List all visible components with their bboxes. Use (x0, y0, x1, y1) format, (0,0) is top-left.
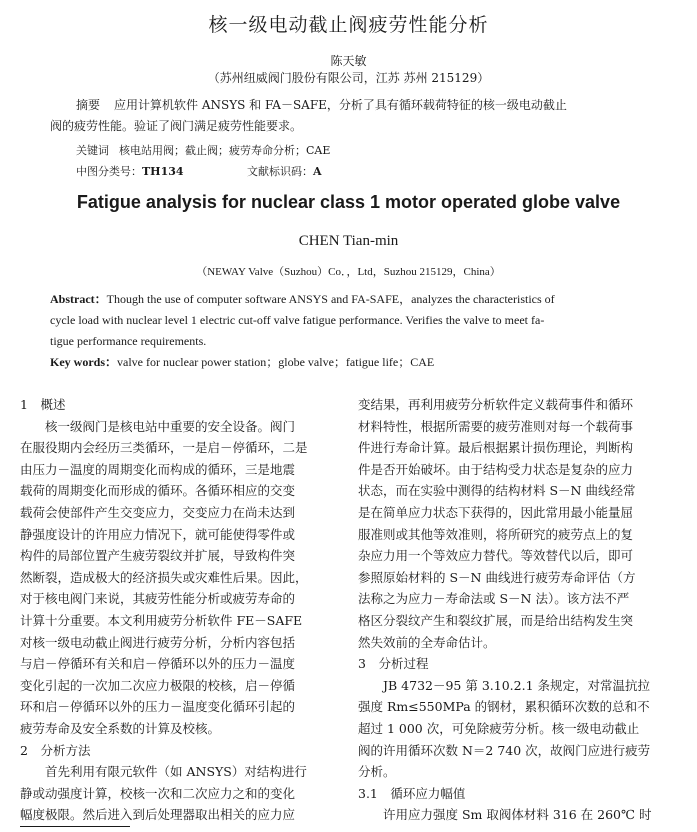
classification-cn (76, 161, 322, 182)
paper-title-cn: 核一级电动截止阀疲劳性能分析 (208, 14, 489, 36)
body-line: 幅度极限。然后进入到后处理器取出相关的应力应 (20, 807, 296, 823)
body-line: 对核一级电动截止阀进行疲劳分析，分析内容包括 (20, 634, 296, 650)
body-line: 环和启－停循环以外的压力－温度变化循环引起的 (20, 699, 296, 715)
body-line: 然失效前的全寿命估计。 (358, 634, 496, 650)
doc-label: 文献标识码： (247, 165, 314, 178)
section-heading-2: 2 分析方法 (20, 742, 91, 758)
body-line: 与启－停循环有关和启－停循环以外的压力－温度 (20, 656, 296, 672)
affiliation-en: （NEWAY Valve（Suzhou）Co．，Ltd，Suzhou 215129，China） (196, 266, 501, 278)
keywords-cn-label: 关键词 (76, 144, 109, 157)
keywords-en-label: Key words： (50, 355, 117, 369)
body-line: 疲劳寿命及安全系数的计算及校核。 (20, 720, 221, 736)
abstract-cn-label: 摘要 (76, 98, 101, 112)
body-line: 在服役期内会经历三类循环，一是启－停循环，二是 (20, 440, 308, 456)
left-column (20, 394, 338, 826)
abstract-en-line1 (50, 289, 555, 310)
body-line: 参照原始材料的 S－N 曲线进行疲劳寿命评估（方 (358, 569, 636, 585)
body-line: 强度 Rm≤550MPa 的钢材，累积循环次数的总和不 (358, 699, 650, 715)
abstract-en-line3: tigue performance requirements. (50, 334, 207, 348)
body-line: 材料特性，根据所需要的疲劳准则对每一个载荷事 (358, 418, 634, 434)
paper-title-en: Fatigue analysis for nuclear class 1 motor operated globe valve (76, 192, 621, 212)
subsection-heading-3-1: 3.1 循环应力幅值 (358, 785, 466, 801)
body-line: 件是否开始破坏。由于结构受力状态是复杂的应力 (358, 461, 634, 477)
body-line: 首先利用有限元软件（如 ANSYS）对结构进行 (20, 764, 307, 780)
body-line: 变化引起的一次加二次应力极限的校核，启－停循 (20, 677, 296, 693)
author-en: CHEN Tian-min (298, 233, 399, 249)
body-line: 载荷的周期变化而形成的循环。各循环相应的交变 (20, 483, 296, 499)
class-value: TH134 (142, 165, 184, 178)
body-line: 是在简单应力状态下获得的，因此常用最小能量屈 (358, 504, 634, 520)
abstract-cn-line1 (76, 95, 567, 116)
body-line: 变结果，再利用疲劳分析软件定义载荷事件和循环 (358, 397, 634, 412)
body-line: 静强度设计的许用应力情况下，就可能使得零件或 (20, 526, 296, 542)
body-line: 分析。 (358, 764, 396, 780)
doc-value: A (313, 165, 322, 178)
abstract-cn-text1: 应用计算机软件 ANSYS 和 FA－SAFE，分析了具有循环载荷特征的核一级电动截止 (114, 98, 567, 112)
body-line: 超过 1 000 次，可免除疲劳分析。核一级电动截止 (358, 720, 640, 736)
body-line: 然断裂，造成极大的经济损失或灾难性后果。因此， (20, 569, 308, 585)
author-cn: 陈天敏 (330, 54, 367, 68)
body-line: 格区分裂纹产生和裂纹扩展，而是给出结构发生突 (358, 612, 634, 628)
body-line: 对于核电阀门来说，其疲劳性能分析或疲劳寿命的 (20, 591, 296, 607)
body-line: 静或动强度计算，校核一次和二次应力之和的变化 (20, 785, 296, 801)
section-heading-1: 1 概述 (20, 397, 66, 412)
body-line: 核一级阀门是核电站中重要的安全设备。阀门 (20, 418, 296, 434)
affiliation-cn: （苏州纽威阀门股份有限公司，江苏 苏州 215129） (207, 71, 490, 85)
class-label: 中图分类号： (76, 165, 142, 178)
keywords-cn-text: 核电站用阀；截止阀；疲劳寿命分析；CAE (119, 144, 331, 157)
body-line: JB 4732－95 第 3.10.2.1 条规定，对常温抗拉 (358, 677, 650, 693)
keywords-cn (76, 140, 330, 161)
body-line: 载荷会使部件产生交变应力，交变应力在尚未达到 (20, 504, 296, 520)
abstract-en-label: Abstract： (50, 292, 107, 306)
abstract-en-text1: Though the use of computer software ANSYS and FA-SAFE，analyzes the characteristics of (106, 292, 555, 306)
abstract-cn-line2: 阀的疲劳性能。验证了阀门满足疲劳性能要求。 (50, 119, 303, 133)
section-heading-3: 3 分析过程 (358, 656, 429, 672)
body-line: 服准则或其他等效准则，将所研究的疲劳点上的复 (358, 526, 634, 542)
body-line: 构件的局部位置产生疲劳裂纹并扩展，导致构件突 (20, 548, 296, 564)
keywords-en-text: valve for nuclear power station；globe valve；fatigue life；CAE (117, 355, 435, 369)
abstract-en-line2: cycle load with nuclear level 1 electric cut-off valve fatigue performance. Verifies the valve to meet fa- (50, 313, 545, 327)
body-line: 阀的许用循环次数 N＝2 740 次，故阀门应进行疲劳 (358, 742, 651, 758)
body-line: 件进行寿命计算。最后根据累计损伤理论，判断构 (358, 440, 634, 456)
body-line: 状态，而在实验中测得的结构材料 S－N 曲线经常 (358, 483, 636, 499)
body-line: 由压力－温度的周期变化而构成的循环，三是地震 (20, 461, 296, 477)
body-line: 许用应力强度 Sm 取阀体材料 316 在 260℃ 时 (358, 807, 652, 823)
right-column (358, 394, 680, 826)
keywords-en (50, 352, 434, 373)
body-line: 法称之为应力－寿命法或 S－N 法）。该方法不严 (358, 591, 630, 607)
body-line: 计算十分重要。本文利用疲劳分析软件 FE－SAFE (20, 612, 303, 628)
body-line: 杂应力用一个等效应力替代。等效替代以后，即可 (358, 548, 634, 564)
footnote-rule (20, 826, 130, 827)
